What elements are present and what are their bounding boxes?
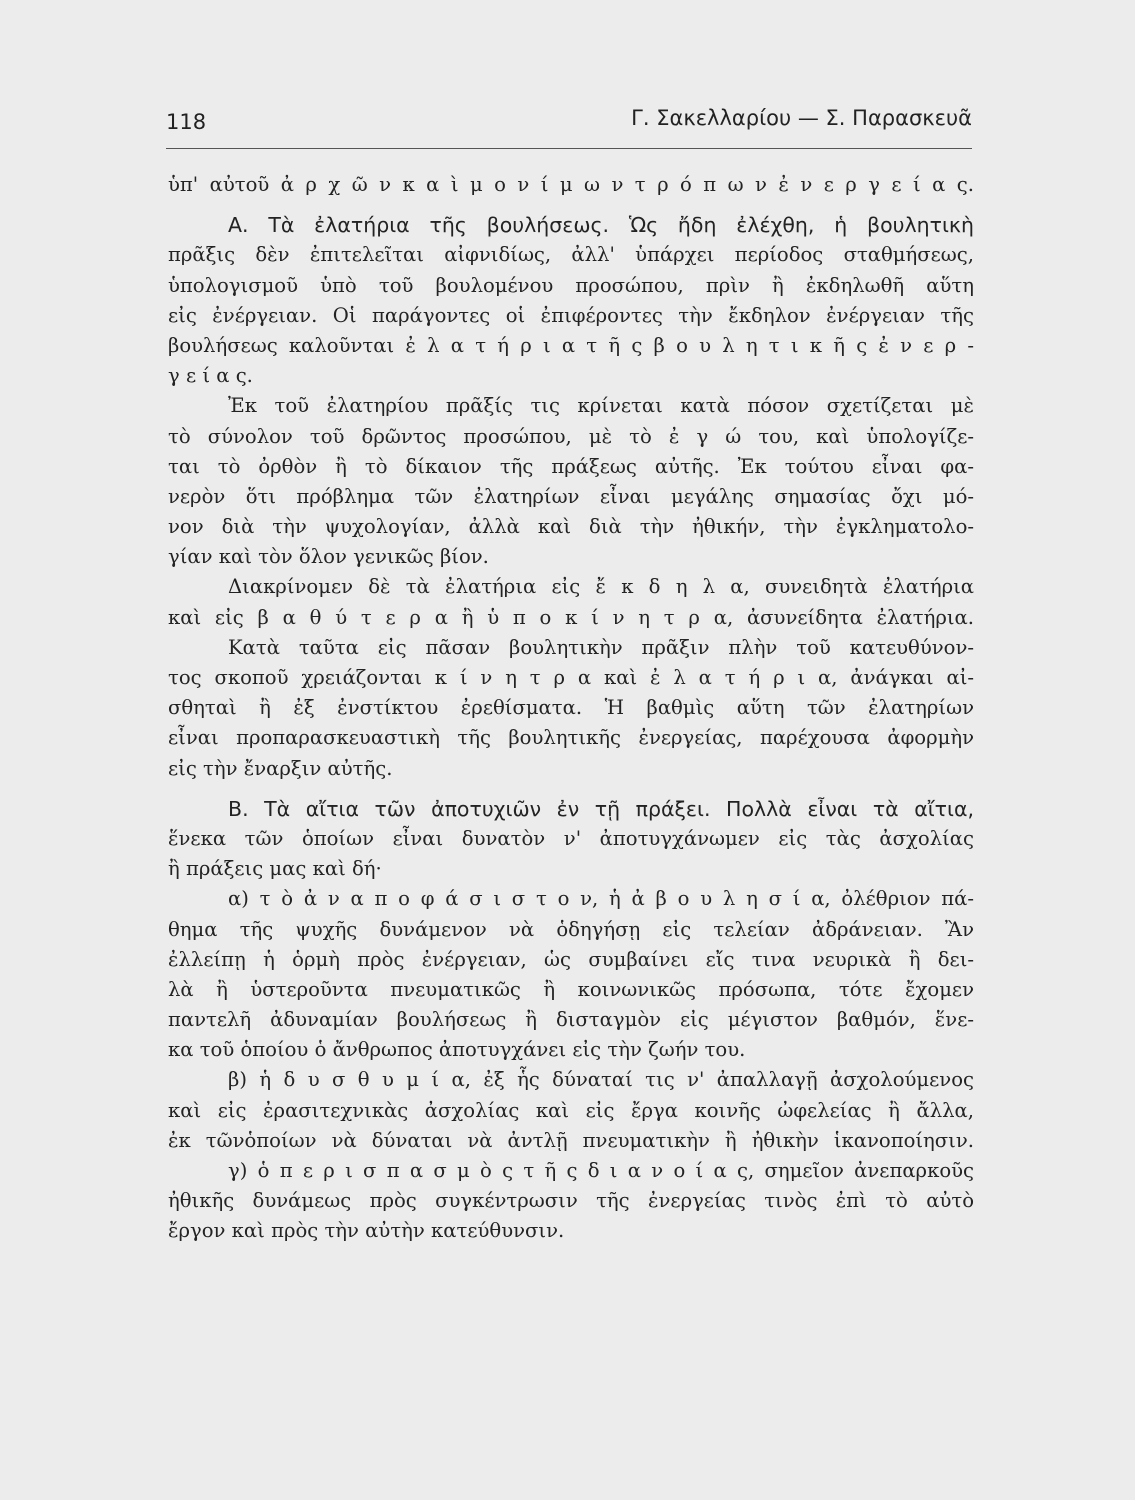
text-line: εἰς ἐνέργειαν. Οἱ παράγοντες οἱ ἐπιφέροντες τὴν ἔκδηλον ἐνέργειαν τῆς — [168, 303, 974, 327]
text-line: νερὸν ὅτι πρόβλημα τῶν ἐλατηρίων εἶναι μεγάλης σημασίας ὄχι μό- — [168, 484, 974, 508]
text-line: Ἐκ τοῦ ἐλατηρίου πρᾶξίς τις κρίνεται κατὰ πόσον σχετίζεται μὲ — [228, 394, 974, 418]
text-line: θημα τῆς ψυχῆς δυνάμενον νὰ ὁδηγήσῃ εἰς τελείαν ἀδράνειαν. Ἂν — [168, 917, 974, 941]
text-line: ἔργον καὶ πρὸς τὴν αὐτὴν κατεύθυνσιν. — [168, 1219, 565, 1243]
running-head: Γ. Σακελλαρίου — Σ. Παρασκευᾶ — [631, 106, 972, 130]
text-line: γ ε ί α ς. — [168, 364, 253, 388]
page-header — [166, 104, 972, 149]
text-line: σθηταὶ ἢ ἐξ ἐνστίκτου ἐρεθίσματα. Ἡ βαθμὶς αὕτη τῶν ἐλατηρίων — [168, 696, 974, 720]
text-line: ἐκ τῶνὁποίων νὰ δύναται νὰ ἀντλῇ πνευματικὴν ἢ ἠθικὴν ἱκανοποίησιν. — [168, 1128, 974, 1152]
text-line: βουλήσεως καλοῦνται ἐ λ α τ ή ρ ι α τ ῆ ς β ο υ λ η τ ι κ ῆ ς ἐ ν ε ρ - — [168, 333, 974, 357]
list-item-c: γ) ὁ π ε ρ ι σ π α σ μ ὸ ς τ ῆ ς δ ι α ν ο ί α ς, σημεῖον ἀνεπαρκοῦς — [228, 1159, 974, 1182]
text-line: τος σκοποῦ χρειάζονται κ ί ν η τ ρ α καὶ ἐ λ α τ ή ρ ι α, ἀνάγκαι αἰ- — [168, 666, 974, 689]
section-heading-b: Β. Τὰ αἴτια τῶν ἀποτυχιῶν ἐν τῇ πράξει. Πολλὰ εἶναι τὰ αἴτια, — [228, 796, 974, 821]
text-line: ὑπ' αὐτοῦ ἀ ρ χ ῶ ν κ α ὶ μ ο ν ί μ ω ν τ ρ ό π ω ν ἐ ν ε ρ γ ε ί α ς. — [168, 173, 974, 196]
text-line: εἶναι προπαρασκευαστικὴ τῆς βουλητικῆς ἐνεργείας, παρέχουσα ἀφορμὴν — [168, 726, 974, 750]
text-line: ἕνεκα τῶν ὁποίων εἶναι δυνατὸν ν' ἀποτυγχάνωμεν εἰς τὰς ἀσχολίας — [168, 826, 974, 850]
list-item-a: α) τ ὸ ἀ ν α π ο φ ά σ ι σ τ ο ν, ἡ ἀ β ο υ λ η σ ί α, ὀλέθριον πά- — [228, 887, 974, 911]
page-number: 118 — [166, 110, 207, 134]
text-line: κα τοῦ ὁποίου ὁ ἄνθρωπος ἀποτυγχάνει εἰς τὴν ζωήν του. — [168, 1038, 746, 1062]
text-line: ἠθικῆς δυνάμεως πρὸς συγκέντρωσιν τῆς ἐνεργείας τινὸς ἐπὶ τὸ αὐτὸ — [168, 1189, 974, 1213]
text-line: παντελῆ ἀδυναμίαν βουλήσεως ἢ δισταγμὸν εἰς μέγιστον βαθμόν, ἕνε- — [168, 1008, 974, 1032]
text-line: λὰ ἢ ὑστεροῦντα πνευματικῶς ἢ κοινωνικῶς πρόσωπα, τότε ἔχομεν — [168, 977, 974, 1001]
text-line: νον διὰ τὴν ψυχολογίαν, ἀλλὰ καὶ διὰ τὴν ἠθικήν, τὴν ἐγκληματολο- — [168, 515, 974, 539]
text-line: Διακρίνομεν δὲ τὰ ἐλατήρια εἰς ἔ κ δ η λ α, συνειδητὰ ἐλατήρια — [228, 575, 974, 599]
text-line: πρᾶξις δὲν ἐπιτελεῖται αἰφνιδίως, ἀλλ' ὑπάρχει περίοδος σταθμήσεως, — [168, 243, 974, 267]
list-item-b: β) ἡ δ υ σ θ υ μ ί α, ἐξ ἧς δύναταί τις ν' ἀπαλλαγῇ ἀσχολούμενος — [228, 1068, 974, 1092]
text-line: Κατὰ ταῦτα εἰς πᾶσαν βουλητικὴν πρᾶξιν πλὴν τοῦ κατευθύνον- — [228, 635, 974, 659]
text-line: ἢ πράξεις μας καὶ δή· — [168, 857, 382, 881]
text-line: ὑπολογισμοῦ ὑπὸ τοῦ βουλομένου προσώπου, πρὶν ἢ ἐκδηλωθῆ αὕτη — [168, 273, 974, 297]
text-line: ἐλλείπῃ ἡ ὁρμὴ πρὸς ἐνέργειαν, ὡς συμβαίνει εἴς τινα νευρικὰ ἢ δει- — [168, 947, 974, 971]
text-line: καὶ εἰς ἐρασιτεχνικὰς ἀσχολίας καὶ εἰς ἔργα κοινῆς ὠφελείας ἢ ἄλλα, — [168, 1098, 974, 1122]
text-line: τὸ σύνολον τοῦ δρῶντος προσώπου, μὲ τὸ ἐ γ ώ του, καὶ ὑπολογίζε- — [168, 424, 974, 448]
text-line: ται τὸ ὀρθὸν ἢ τὸ δίκαιον τῆς πράξεως αὐτῆς. Ἐκ τούτου εἶναι φα- — [168, 454, 974, 478]
text-line: γίαν καὶ τὸν ὅλον γενικῶς βίον. — [168, 545, 489, 569]
text-line: καὶ εἰς β α θ ύ τ ε ρ α ἢ ὑ π ο κ ί ν η τ ρ α, ἀσυνείδητα ἐλατήρια. — [168, 605, 974, 629]
section-heading-a: Α. Τὰ ἐλατήρια τῆς βουλήσεως. Ὡς ἤδη ἐλέχθη, ἡ βουλητικὴ — [228, 213, 974, 238]
text-line: εἰς τὴν ἔναρξιν αὐτῆς. — [168, 756, 393, 780]
body-text — [168, 170, 974, 1247]
